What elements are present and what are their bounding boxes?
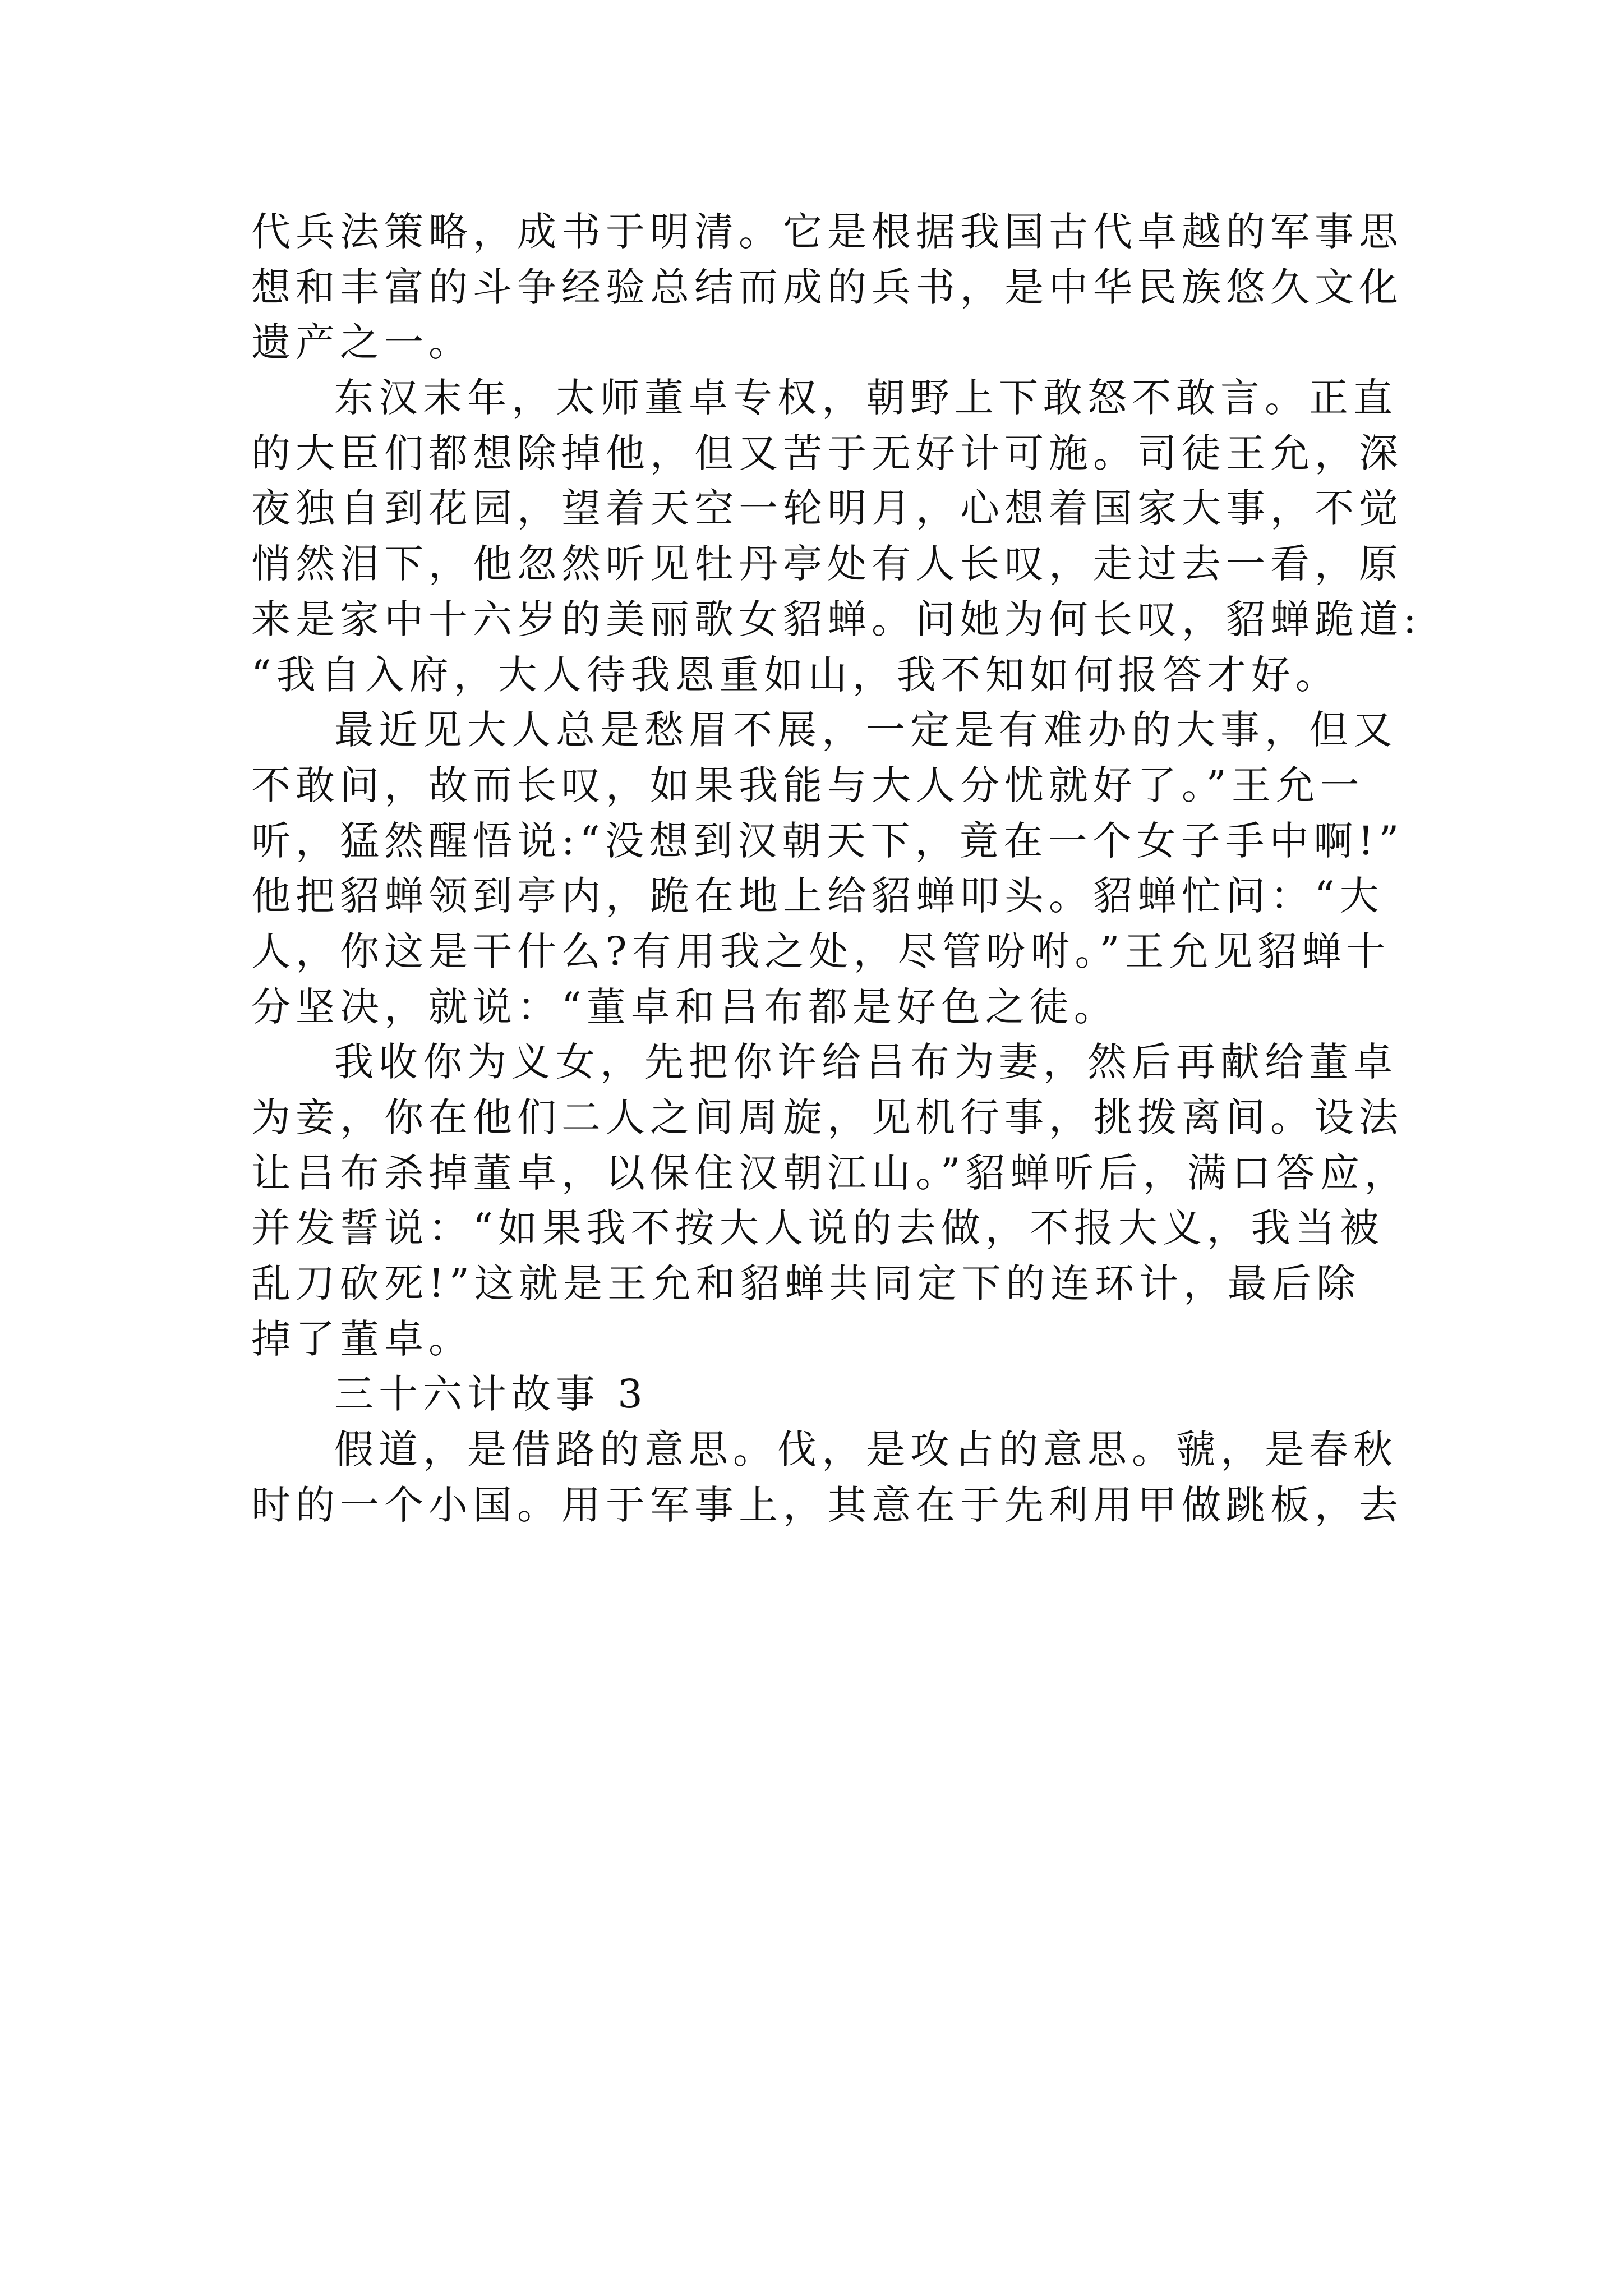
- text-line: “我自入府，大人待我恩重如山，我不知如何报答才好。: [251, 651, 1340, 698]
- text-line: 掉了董卓。: [251, 1315, 473, 1362]
- text-line: 乱刀砍死!”这就是王允和貂蝉共同定下的连环计，最后除: [251, 1260, 1361, 1307]
- text-line: 并发誓说：“如果我不按大人说的去做，不报大义，我当被: [251, 1205, 1384, 1251]
- text-line: 时的一个小国。用于军事上，其意在于先利用甲做跳板，去: [251, 1481, 1403, 1528]
- text-line: 他把貂蝉领到亭内，跪在地上给貂蝉叩头。貂蝉忙问：“大: [251, 873, 1384, 919]
- paragraph-start-line: 假道，是借路的意思。伐，是攻占的意思。虢，是春秋: [334, 1427, 1398, 1473]
- paragraph-start-line: 最近见大人总是愁眉不展，一定是有难办的大事，但又: [334, 707, 1398, 753]
- text-line: 想和丰富的斗争经验总结而成的兵书，是中华民族悠久文化: [251, 264, 1403, 310]
- paragraph-start-line: 东汉末年，太师董卓专权，朝野上下敢怒不敢言。正直: [334, 375, 1398, 421]
- text-line: 分坚决，就说：“董卓和吕布都是好色之徒。: [251, 983, 1118, 1030]
- text-line: 来是家中十六岁的美丽歌女貂蝉。问她为何长叹，貂蝉跪道:: [251, 596, 1422, 642]
- paragraph-start-line: 我收你为义女，先把你许给吕布为妻，然后再献给董卓: [334, 1039, 1398, 1085]
- text-line: 代兵法策略，成书于明清。它是根据我国古代卓越的军事思: [251, 209, 1403, 255]
- text-line: 不敢问，故而长叹，如果我能与大人分忧就好了。”王允一: [251, 762, 1364, 808]
- section-heading: 三十六计故事 3: [334, 1371, 648, 1418]
- body-text: [251, 204, 1422, 1533]
- text-line: 为妾，你在他们二人之间周旋，见机行事，挑拨离间。设法: [251, 1094, 1403, 1140]
- text-line: 夜独自到花园，望着天空一轮明月，心想着国家大事，不觉: [251, 485, 1403, 532]
- text-line: 听，猛然醒悟说:“没想到汉朝天下，竟在一个女子手中啊!”: [251, 817, 1404, 864]
- text-line: 人，你这是干什么?有用我之处，尽管吩咐。”王允见貂蝉十: [251, 928, 1391, 974]
- text-line: 的大臣们都想除掉他，但又苦于无好计可施。司徒王允，深: [251, 430, 1403, 476]
- text-line: 悄然泪下，他忽然听见牡丹亭处有人长叹，走过去一看，原: [251, 541, 1403, 587]
- text-line: 让吕布杀掉董卓，以保住汉朝江山。”貂蝉听后，满口答应，: [251, 1149, 1409, 1196]
- text-line: 遗产之一。: [251, 319, 473, 366]
